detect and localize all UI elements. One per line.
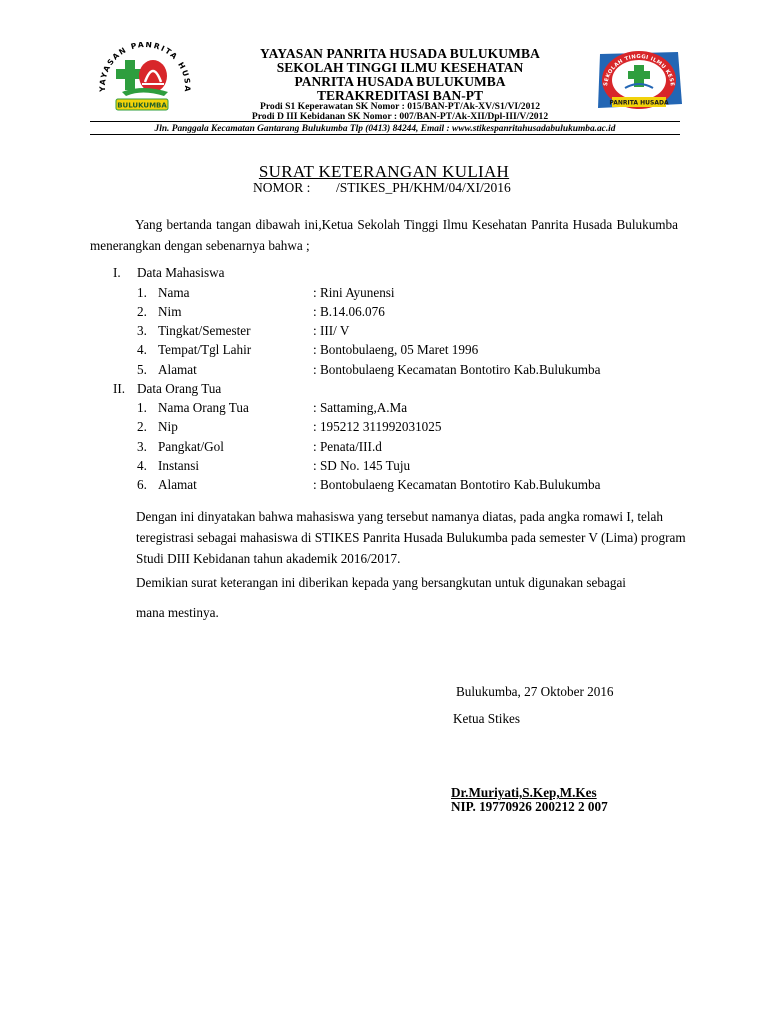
s1-row-num: 4. [137,342,147,357]
s1-row-num: 5. [137,362,147,377]
s2-row-value: : Bontobulaeng Kecamatan Bontotiro Kab.Bulukumba [313,477,601,492]
s2-row-label: Nama Orang Tua [158,400,249,415]
s1-row-num: 2. [137,304,147,319]
s1-row-label: Tingkat/Semester [158,323,251,338]
section2-title: Data Orang Tua [137,381,222,396]
header-address: Jln. Panggala Kecamatan Gantarang Bulukumba Tlp (0413) 84244, Email : www.stikespanritahusadabulukumba.ac.id [90,121,680,135]
s1-row-value: : B.14.06.076 [313,304,385,319]
header-prodi-d3: Prodi D III Kebidanan SK Nomor : 007/BAN-PT/Ak-XII/Dpl-III/V/2012 [251,111,549,122]
s2-row-num: 4. [137,458,147,473]
logo-right-banner: PANRITA HUSADA [609,99,669,107]
header-school-name: PANRITA HUSADA BULUKUMBA [294,74,506,89]
closing-line-2: mana mestinya. [136,605,219,620]
s2-row-label: Alamat [158,477,197,492]
s1-row-label: Nim [158,304,182,319]
s2-row-num: 2. [137,419,147,434]
s1-row-value: : Bontobulaeng, 05 Maret 1996 [313,342,479,357]
logo-right-arc-text: SEKOLAH TINGGI ILMU KESE [603,53,675,87]
s2-row-num: 3. [137,439,147,454]
s2-row-num: 1. [137,400,147,415]
s1-row-label: Tempat/Tgl Lahir [158,342,252,357]
closing-line-1: Demikian surat keterangan ini diberikan kepada yang bersangkutan untuk digunakan sebagai [136,575,626,590]
s2-row-label: Pangkat/Gol [158,439,224,454]
logo-left-arc-text: YAYASAN PANRITA HUSA [97,42,193,94]
yayasan-logo [92,42,198,122]
nomor-label: NOMOR : [253,180,311,195]
header-prodi-s1: Prodi S1 Keperawatan SK Nomor : 015/BAN-PT/Ak-XV/S1/VI/2012 [259,101,540,112]
letter-title: SURAT KETERANGAN KULIAH [258,162,510,181]
s1-row-value: : Bontobulaeng Kecamatan Bontotiro Kab.Bulukumba [313,362,601,377]
s1-row-value: : Rini Ayunensi [313,285,395,300]
section1-title: Data Mahasiswa [137,265,225,280]
signature-name: Dr.Muriyati,S.Kep,M.Kes [451,785,597,800]
s1-row-num: 3. [137,323,147,338]
s2-row-value: : Sattaming,A.Ma [313,400,408,415]
signature-role: Ketua Stikes [453,711,521,726]
s2-row-label: Instansi [158,458,200,473]
section1-roman: I. [113,265,121,280]
s1-row-label: Nama [158,285,190,300]
s2-row-value: : 195212 311992031025 [313,419,442,434]
header-accreditation: TERAKREDITASI BAN-PT [317,88,483,103]
s2-row-value: : SD No. 145 Tuju [313,458,411,473]
s1-row-label: Alamat [158,362,197,377]
s2-row-value: : Penata/III.d [313,439,382,454]
section2-roman: II. [113,381,126,396]
signature-place-date: Bulukumba, 27 Oktober 2016 [456,684,614,699]
logo-left-banner: BULUKUMBA [117,101,167,110]
signature-nip: NIP. 19770926 200212 2 007 [451,799,608,814]
s1-row-value: : III/ V [313,323,350,338]
header-foundation: YAYASAN PANRITA HUSADA BULUKUMBA [260,46,540,61]
s2-row-label: Nip [158,419,178,434]
intro-paragraph: Yang bertanda tangan dibawah ini,Ketua Sekolah Tinggi Ilmu Kesehatan Panrita Husada Bulukumba menerangkan dengan sebenarnya bahwa ; [90,217,678,253]
nomor-value: /STIKES_PH/KHM/04/XI/2016 [336,180,511,195]
body-paragraph: Dengan ini dinyatakan bahwa mahasiswa yang tersebut namanya diatas, pada angka romawi I, telah teregistrasi sebagai mahasiswa di STIKES Panrita Husada Bulukumba pada semester V (Lima) program Studi DIII Kebidanan tahun akademik 2016/2017. [136,509,686,566]
stikes-logo [590,44,688,118]
header-school: SEKOLAH TINGGI ILMU KESEHATAN [276,60,524,75]
s2-row-num: 6. [137,477,147,492]
s1-row-num: 1. [137,285,147,300]
